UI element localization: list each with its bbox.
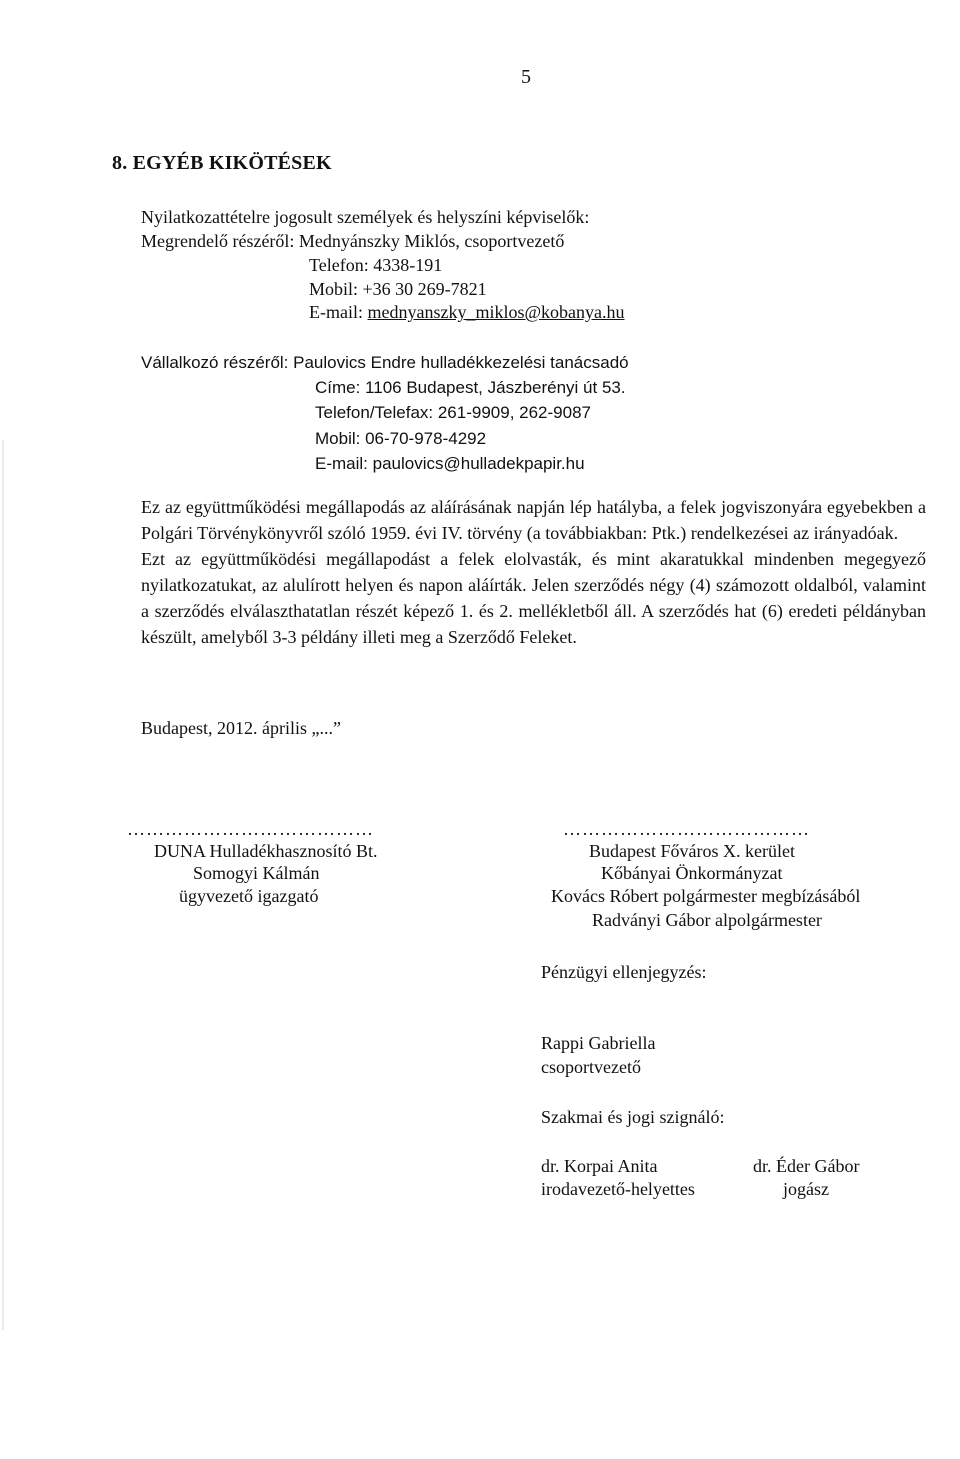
signer-right-line1: Budapest Főváros X. kerület — [589, 841, 795, 861]
legal-person2-title: jogász — [783, 1179, 829, 1199]
signer-right-line4: Radványi Gábor alpolgármester — [592, 910, 822, 930]
contractor-line: Vállalkozó részéről: Paulovics Endre hulladékkezelési tanácsadó — [141, 353, 629, 372]
signer-left-title: ügyvezető igazgató — [179, 886, 319, 906]
contacts-intro: Nyilatkozattételre jogosult személyek és helyszíni képviselők: — [141, 207, 590, 227]
signer-left-name: Somogyi Kálmán — [193, 863, 320, 883]
place-date: Budapest, 2012. április „...” — [141, 718, 341, 738]
section-heading: 8. EGYÉB KIKÖTÉSEK — [112, 152, 332, 174]
legal-person2-name: dr. Éder Gábor — [753, 1156, 860, 1176]
client-email-row — [309, 301, 625, 323]
legal-label: Szakmai és jogi szignáló: — [541, 1107, 725, 1127]
financial-title: csoportvezető — [541, 1057, 641, 1077]
client-phone: Telefon: 4338-191 — [309, 255, 443, 275]
client-email-link[interactable]: mednyanszky_miklos@kobanya.hu — [367, 302, 625, 322]
legal-person1-title: irodavezető-helyettes — [541, 1179, 695, 1199]
signature-line-left: ………………………………… — [127, 819, 374, 839]
signer-left-company: DUNA Hulladékhasznosító Bt. — [154, 841, 378, 861]
signer-right-line2: Kőbányai Önkormányzat — [601, 863, 783, 883]
client-email-label: E-mail: — [309, 302, 368, 322]
body-text — [141, 494, 926, 650]
contractor-email: E-mail: paulovics@hulladekpapir.hu — [315, 454, 585, 473]
signer-right-line3: Kovács Róbert polgármester megbízásából — [551, 886, 861, 906]
paragraph-effective: Ez az együttműködési megállapodás az aláírásának napján lép hatályba, a felek jogviszonyára egyebekben a Polgári Törvénykönyvről szóló 1959. évi IV. törvény (a továbbiakban: Ptk.) rendelkezései az irányadóak. — [141, 497, 926, 543]
contractor-address: Címe: 1106 Budapest, Jászberényi út 53. — [315, 378, 626, 397]
signature-line-right: ………………………………… — [563, 819, 810, 839]
legal-person1-name: dr. Korpai Anita — [541, 1156, 658, 1176]
contractor-phone: Telefon/Telefax: 261-9909, 262-9087 — [315, 403, 591, 422]
financial-name: Rappi Gabriella — [541, 1033, 656, 1053]
contractor-mobile: Mobil: 06-70-978-4292 — [315, 429, 487, 448]
financial-label: Pénzügyi ellenjegyzés: — [541, 962, 707, 982]
page-number: 5 — [521, 66, 531, 88]
client-line: Megrendelő részéről: Mednyánszky Miklós, csoportvezető — [141, 231, 565, 251]
paragraph-acceptance: Ezt az együttműködési megállapodást a felek elolvasták, és mint akaratukkal mindenben megegyező nyilatkozatukat, az alulírott helyen és napon aláírták. Jelen szerződés négy (4) számozott oldalból, valamint a szerződés elválaszthatatlan részét képező 1. és 2. mellékletből áll. A szerződés hat (6) eredeti példányban készült, amelyből 3-3 példány illeti meg a Szerződő Feleket. — [141, 549, 926, 647]
client-mobile: Mobil: +36 30 269-7821 — [309, 279, 487, 299]
